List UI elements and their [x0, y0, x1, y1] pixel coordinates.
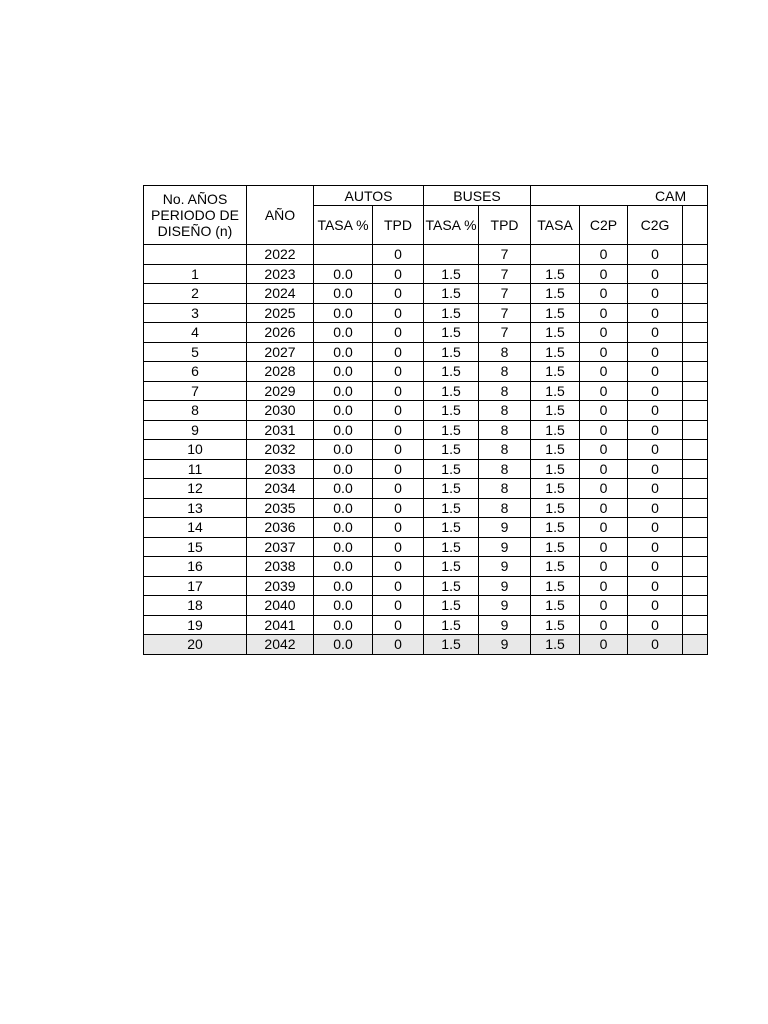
cell-anio: 2031: [247, 420, 314, 440]
cell-n: 20: [144, 635, 247, 655]
cell-buses-tasa: 1.5: [424, 596, 479, 616]
table-body: [144, 245, 708, 655]
cell-cam-extra: [683, 245, 708, 265]
cell-n: 9: [144, 420, 247, 440]
cell-anio: 2039: [247, 576, 314, 596]
cell-anio: 2029: [247, 381, 314, 401]
cell-autos-tasa: 0.0: [314, 362, 373, 382]
cell-anio: 2028: [247, 362, 314, 382]
cell-buses-tasa: 1.5: [424, 440, 479, 460]
cell-cam-tasa: 1.5: [531, 479, 580, 499]
cell-n: 1: [144, 264, 247, 284]
header-camiones: CAM: [531, 186, 708, 206]
cell-anio: 2027: [247, 342, 314, 362]
cell-cam-extra: [683, 576, 708, 596]
cell-c2g: 0: [628, 459, 683, 479]
cell-buses-tasa: 1.5: [424, 557, 479, 577]
table-row: [144, 362, 708, 382]
cell-buses-tasa: 1.5: [424, 537, 479, 557]
cell-cam-tasa: 1.5: [531, 557, 580, 577]
cell-c2p: 0: [580, 615, 628, 635]
cell-autos-tpd: 0: [373, 615, 424, 635]
cell-cam-tasa: [531, 245, 580, 265]
cell-n: 6: [144, 362, 247, 382]
cell-c2p: 0: [580, 596, 628, 616]
cell-n: 19: [144, 615, 247, 635]
cell-cam-tasa: 1.5: [531, 264, 580, 284]
cell-autos-tasa: 0.0: [314, 576, 373, 596]
table-row: [144, 459, 708, 479]
cell-buses-tpd: 9: [479, 537, 531, 557]
cell-buses-tasa: 1.5: [424, 518, 479, 538]
cell-cam-tasa: 1.5: [531, 596, 580, 616]
cell-c2p: 0: [580, 537, 628, 557]
cell-c2p: 0: [580, 323, 628, 343]
cell-autos-tpd: 0: [373, 596, 424, 616]
cell-autos-tpd: 0: [373, 342, 424, 362]
cell-n: 10: [144, 440, 247, 460]
cell-n: 16: [144, 557, 247, 577]
cell-buses-tasa: 1.5: [424, 635, 479, 655]
header-cam-extra: [683, 206, 708, 245]
cell-anio: 2023: [247, 264, 314, 284]
cell-c2g: 0: [628, 362, 683, 382]
cell-c2g: 0: [628, 245, 683, 265]
cell-buses-tpd: 7: [479, 303, 531, 323]
header-c2g: C2G: [628, 206, 683, 245]
cell-autos-tasa: 0.0: [314, 518, 373, 538]
cell-cam-extra: [683, 557, 708, 577]
cell-c2g: 0: [628, 284, 683, 304]
cell-autos-tpd: 0: [373, 323, 424, 343]
cell-autos-tpd: 0: [373, 362, 424, 382]
table-row: [144, 401, 708, 421]
cell-autos-tpd: 0: [373, 381, 424, 401]
cell-buses-tasa: 1.5: [424, 323, 479, 343]
cell-c2g: 0: [628, 576, 683, 596]
cell-cam-tasa: 1.5: [531, 459, 580, 479]
table-row: [144, 498, 708, 518]
cell-n: [144, 245, 247, 265]
cell-c2g: 0: [628, 596, 683, 616]
cell-buses-tasa: 1.5: [424, 401, 479, 421]
cell-autos-tasa: 0.0: [314, 635, 373, 655]
cell-autos-tasa: 0.0: [314, 459, 373, 479]
table-row: [144, 284, 708, 304]
cell-buses-tpd: 9: [479, 635, 531, 655]
cell-buses-tasa: 1.5: [424, 381, 479, 401]
cell-c2g: 0: [628, 498, 683, 518]
traffic-table-viewport: [143, 185, 687, 673]
cell-cam-extra: [683, 498, 708, 518]
cell-anio: 2036: [247, 518, 314, 538]
cell-cam-tasa: 1.5: [531, 615, 580, 635]
cell-autos-tasa: 0.0: [314, 498, 373, 518]
cell-cam-tasa: 1.5: [531, 420, 580, 440]
cell-c2g: 0: [628, 635, 683, 655]
cell-buses-tpd: 7: [479, 245, 531, 265]
cell-cam-tasa: 1.5: [531, 537, 580, 557]
cell-buses-tpd: 8: [479, 498, 531, 518]
cell-buses-tpd: 8: [479, 342, 531, 362]
cell-buses-tpd: 9: [479, 557, 531, 577]
cell-autos-tasa: 0.0: [314, 440, 373, 460]
cell-buses-tasa: 1.5: [424, 615, 479, 635]
cell-autos-tasa: 0.0: [314, 596, 373, 616]
cell-cam-tasa: 1.5: [531, 401, 580, 421]
cell-c2g: 0: [628, 381, 683, 401]
cell-autos-tasa: 0.0: [314, 381, 373, 401]
cell-c2p: 0: [580, 303, 628, 323]
header-autos-tpd: TPD: [373, 206, 424, 245]
cell-cam-extra: [683, 401, 708, 421]
cell-c2p: 0: [580, 284, 628, 304]
cell-buses-tpd: 8: [479, 362, 531, 382]
traffic-projection-table: [143, 185, 708, 655]
cell-cam-tasa: 1.5: [531, 576, 580, 596]
cell-c2p: 0: [580, 401, 628, 421]
cell-c2g: 0: [628, 615, 683, 635]
table-row: [144, 381, 708, 401]
header-buses-tasa: TASA %: [424, 206, 479, 245]
cell-cam-extra: [683, 381, 708, 401]
cell-buses-tpd: 8: [479, 401, 531, 421]
cell-autos-tasa: 0.0: [314, 615, 373, 635]
cell-autos-tpd: 0: [373, 459, 424, 479]
cell-autos-tasa: 0.0: [314, 479, 373, 499]
table-row: [144, 518, 708, 538]
cell-buses-tasa: 1.5: [424, 303, 479, 323]
cell-c2p: 0: [580, 342, 628, 362]
cell-c2p: 0: [580, 245, 628, 265]
cell-c2g: 0: [628, 264, 683, 284]
cell-anio: 2032: [247, 440, 314, 460]
cell-buses-tpd: 7: [479, 284, 531, 304]
cell-c2p: 0: [580, 576, 628, 596]
header-c2p: C2P: [580, 206, 628, 245]
cell-autos-tpd: 0: [373, 420, 424, 440]
cell-c2p: 0: [580, 459, 628, 479]
cell-cam-tasa: 1.5: [531, 342, 580, 362]
table-row: [144, 342, 708, 362]
cell-buses-tpd: 9: [479, 518, 531, 538]
cell-buses-tasa: 1.5: [424, 498, 479, 518]
cell-autos-tasa: 0.0: [314, 303, 373, 323]
table-row: [144, 264, 708, 284]
table-row: [144, 596, 708, 616]
table-row: [144, 440, 708, 460]
cell-cam-extra: [683, 615, 708, 635]
cell-buses-tpd: 8: [479, 459, 531, 479]
cell-autos-tpd: 0: [373, 576, 424, 596]
table-row: [144, 479, 708, 499]
header-autos-tasa: TASA %: [314, 206, 373, 245]
cell-c2p: 0: [580, 635, 628, 655]
cell-anio: 2026: [247, 323, 314, 343]
cell-anio: 2041: [247, 615, 314, 635]
cell-n: 12: [144, 479, 247, 499]
cell-autos-tasa: [314, 245, 373, 265]
header-buses: BUSES: [424, 186, 531, 206]
cell-buses-tasa: 1.5: [424, 264, 479, 284]
cell-autos-tpd: 0: [373, 303, 424, 323]
cell-buses-tpd: 8: [479, 381, 531, 401]
cell-autos-tasa: 0.0: [314, 264, 373, 284]
cell-buses-tpd: 9: [479, 615, 531, 635]
cell-c2p: 0: [580, 498, 628, 518]
cell-cam-tasa: 1.5: [531, 440, 580, 460]
cell-cam-extra: [683, 323, 708, 343]
header-buses-tpd: TPD: [479, 206, 531, 245]
cell-anio: 2034: [247, 479, 314, 499]
cell-n: 11: [144, 459, 247, 479]
cell-cam-extra: [683, 264, 708, 284]
cell-autos-tasa: 0.0: [314, 537, 373, 557]
cell-c2p: 0: [580, 264, 628, 284]
cell-cam-extra: [683, 596, 708, 616]
cell-cam-tasa: 1.5: [531, 323, 580, 343]
cell-anio: 2024: [247, 284, 314, 304]
cell-cam-extra: [683, 537, 708, 557]
cell-buses-tpd: 8: [479, 479, 531, 499]
cell-c2g: 0: [628, 323, 683, 343]
cell-anio: 2040: [247, 596, 314, 616]
table-row: [144, 576, 708, 596]
cell-autos-tpd: 0: [373, 440, 424, 460]
cell-anio: 2022: [247, 245, 314, 265]
table-row: [144, 635, 708, 655]
cell-n: 2: [144, 284, 247, 304]
table-row: [144, 245, 708, 265]
cell-autos-tpd: 0: [373, 557, 424, 577]
cell-buses-tasa: [424, 245, 479, 265]
header-anio: AÑO: [247, 186, 314, 245]
cell-c2g: 0: [628, 518, 683, 538]
cell-c2p: 0: [580, 381, 628, 401]
cell-n: 17: [144, 576, 247, 596]
cell-anio: 2030: [247, 401, 314, 421]
table-row: [144, 303, 708, 323]
cell-n: 15: [144, 537, 247, 557]
cell-cam-tasa: 1.5: [531, 303, 580, 323]
cell-cam-extra: [683, 342, 708, 362]
header-autos: AUTOS: [314, 186, 424, 206]
table-row: [144, 420, 708, 440]
cell-c2g: 0: [628, 537, 683, 557]
cell-c2g: 0: [628, 342, 683, 362]
cell-cam-tasa: 1.5: [531, 381, 580, 401]
cell-cam-tasa: 1.5: [531, 284, 580, 304]
cell-autos-tasa: 0.0: [314, 401, 373, 421]
cell-cam-tasa: 1.5: [531, 635, 580, 655]
cell-c2g: 0: [628, 401, 683, 421]
cell-buses-tasa: 1.5: [424, 576, 479, 596]
cell-autos-tasa: 0.0: [314, 420, 373, 440]
cell-c2g: 0: [628, 557, 683, 577]
cell-buses-tpd: 9: [479, 576, 531, 596]
cell-cam-tasa: 1.5: [531, 362, 580, 382]
cell-cam-tasa: 1.5: [531, 518, 580, 538]
cell-buses-tpd: 7: [479, 323, 531, 343]
cell-buses-tasa: 1.5: [424, 459, 479, 479]
cell-autos-tasa: 0.0: [314, 342, 373, 362]
cell-buses-tpd: 9: [479, 596, 531, 616]
cell-cam-extra: [683, 479, 708, 499]
cell-c2g: 0: [628, 303, 683, 323]
cell-c2p: 0: [580, 362, 628, 382]
cell-autos-tpd: 0: [373, 479, 424, 499]
cell-buses-tpd: 8: [479, 440, 531, 460]
cell-anio: 2025: [247, 303, 314, 323]
cell-c2p: 0: [580, 479, 628, 499]
cell-buses-tpd: 7: [479, 264, 531, 284]
cell-buses-tasa: 1.5: [424, 420, 479, 440]
cell-autos-tpd: 0: [373, 264, 424, 284]
cell-c2g: 0: [628, 479, 683, 499]
cell-buses-tasa: 1.5: [424, 479, 479, 499]
cell-c2p: 0: [580, 518, 628, 538]
header-periodo: No. AÑOS PERIODO DE DISEÑO (n): [144, 186, 247, 245]
cell-n: 4: [144, 323, 247, 343]
cell-anio: 2033: [247, 459, 314, 479]
cell-cam-extra: [683, 440, 708, 460]
cell-anio: 2042: [247, 635, 314, 655]
cell-autos-tasa: 0.0: [314, 557, 373, 577]
cell-cam-extra: [683, 284, 708, 304]
header-cam-tasa: TASA: [531, 206, 580, 245]
cell-autos-tpd: 0: [373, 537, 424, 557]
cell-anio: 2037: [247, 537, 314, 557]
cell-cam-extra: [683, 635, 708, 655]
cell-buses-tasa: 1.5: [424, 342, 479, 362]
cell-c2g: 0: [628, 420, 683, 440]
cell-c2p: 0: [580, 440, 628, 460]
cell-cam-extra: [683, 362, 708, 382]
cell-anio: 2038: [247, 557, 314, 577]
cell-n: 5: [144, 342, 247, 362]
table-row: [144, 537, 708, 557]
cell-buses-tasa: 1.5: [424, 362, 479, 382]
cell-n: 8: [144, 401, 247, 421]
cell-n: 13: [144, 498, 247, 518]
cell-autos-tpd: 0: [373, 284, 424, 304]
cell-autos-tpd: 0: [373, 518, 424, 538]
cell-autos-tpd: 0: [373, 401, 424, 421]
cell-autos-tasa: 0.0: [314, 323, 373, 343]
cell-cam-extra: [683, 518, 708, 538]
table-row: [144, 323, 708, 343]
cell-buses-tpd: 8: [479, 420, 531, 440]
cell-cam-extra: [683, 303, 708, 323]
cell-autos-tasa: 0.0: [314, 284, 373, 304]
cell-c2g: 0: [628, 440, 683, 460]
cell-autos-tpd: 0: [373, 635, 424, 655]
cell-cam-extra: [683, 420, 708, 440]
cell-c2p: 0: [580, 420, 628, 440]
cell-n: 7: [144, 381, 247, 401]
cell-cam-tasa: 1.5: [531, 498, 580, 518]
cell-buses-tasa: 1.5: [424, 284, 479, 304]
cell-autos-tpd: 0: [373, 498, 424, 518]
cell-c2p: 0: [580, 557, 628, 577]
cell-autos-tpd: 0: [373, 245, 424, 265]
cell-anio: 2035: [247, 498, 314, 518]
cell-n: 14: [144, 518, 247, 538]
cell-n: 18: [144, 596, 247, 616]
cell-n: 3: [144, 303, 247, 323]
table-row: [144, 615, 708, 635]
table-row: [144, 557, 708, 577]
cell-cam-extra: [683, 459, 708, 479]
